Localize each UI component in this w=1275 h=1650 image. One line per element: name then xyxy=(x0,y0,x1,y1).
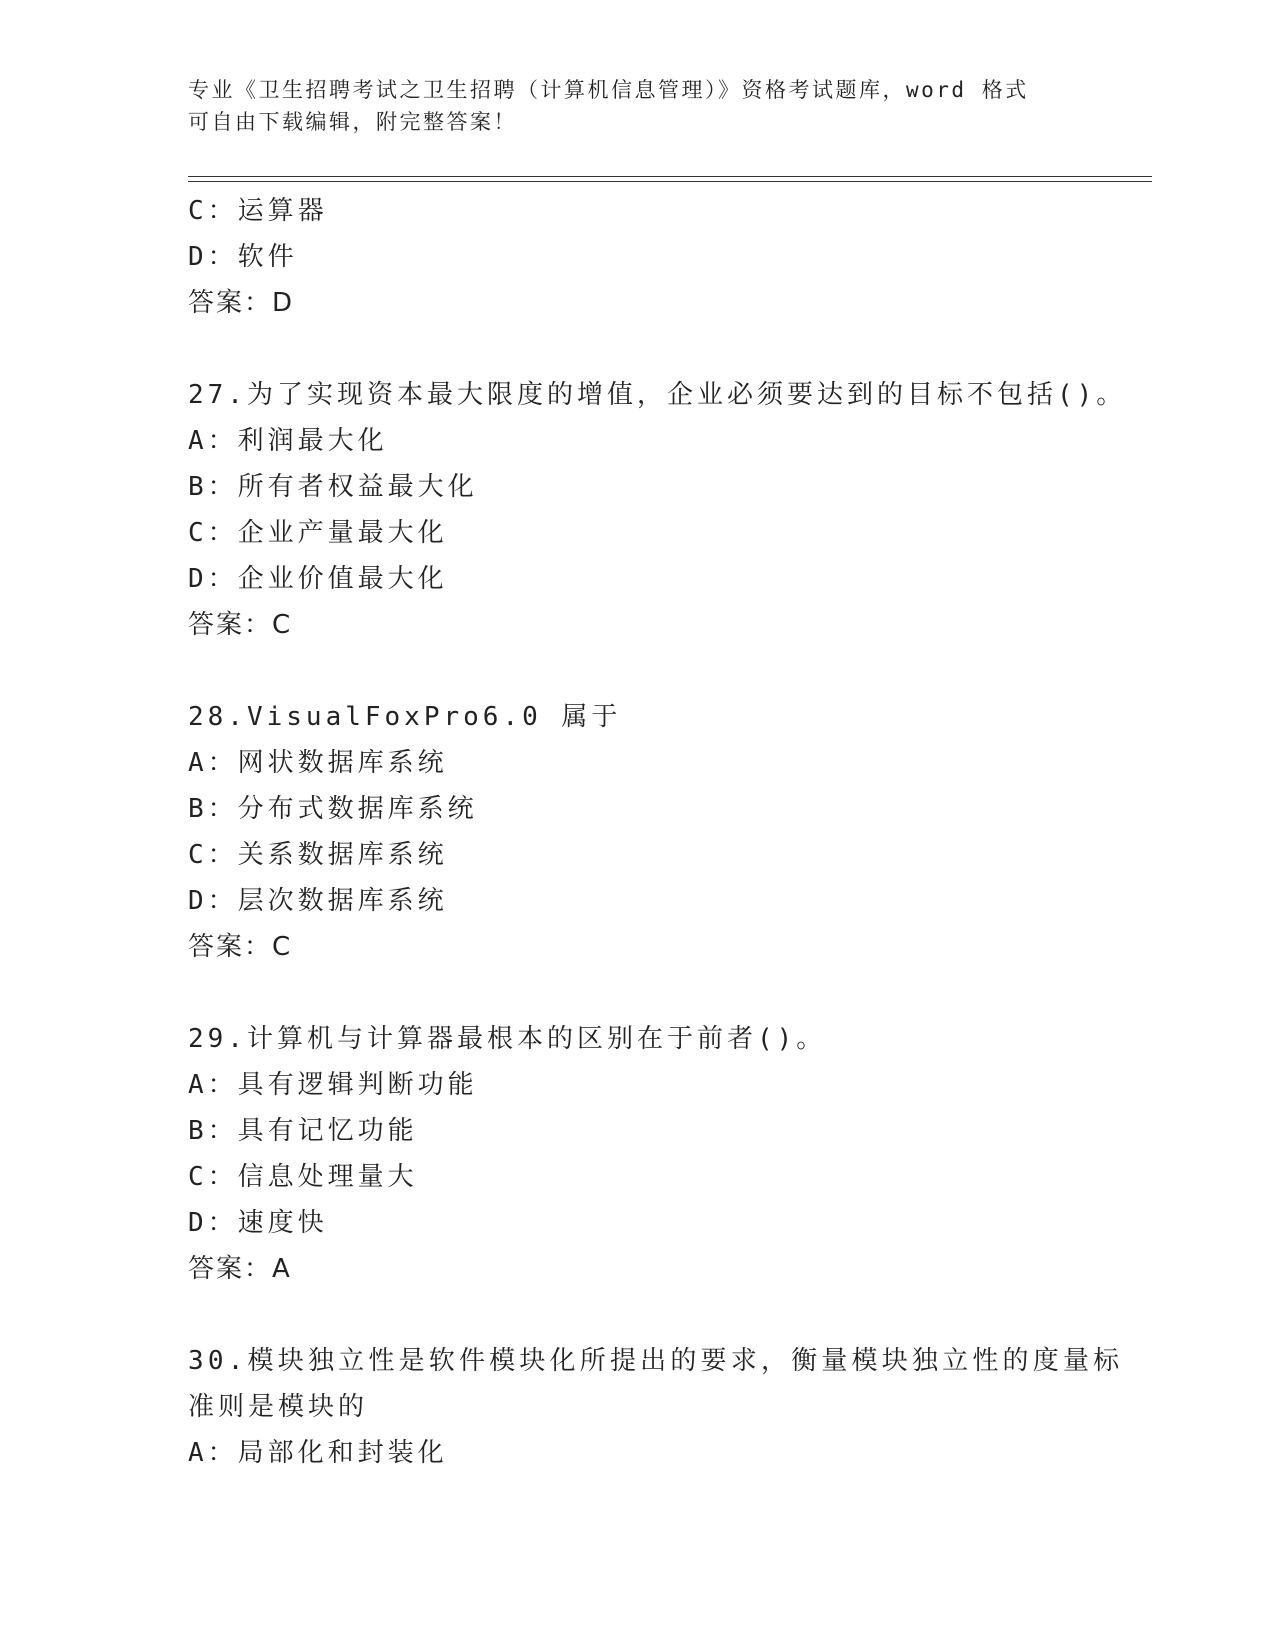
header-line-2: 可自由下载编辑，附完整答案！ xyxy=(188,110,517,134)
header-line-1: 专业《卫生招聘考试之卫生招聘（计算机信息管理）》资格考试题库，word 格式 xyxy=(188,78,1029,102)
option-a: A：利润最大化 xyxy=(188,426,388,456)
option-c: C：信息处理量大 xyxy=(188,1162,418,1192)
option-c: C：关系数据库系统 xyxy=(188,840,448,870)
option-c: C：运算器 xyxy=(188,196,328,226)
header-divider-bottom xyxy=(188,181,1152,182)
question-stem: 28.VisualFoxPro6.0 属于 xyxy=(188,702,622,732)
option-a: A：网状数据库系统 xyxy=(188,748,448,778)
question-stem-line-2: 准则是模块的 xyxy=(188,1392,369,1422)
question-stem: 29.计算机与计算器最根本的区别在于前者()。 xyxy=(188,1024,827,1054)
option-a: A：具有逻辑判断功能 xyxy=(188,1070,478,1100)
spacer xyxy=(188,970,1088,1016)
option-d: D：企业价值最大化 xyxy=(188,564,448,594)
option-b: B：所有者权益最大化 xyxy=(188,472,478,502)
question-stem: 27.为了实现资本最大限度的增值，企业必须要达到的目标不包括()。 xyxy=(188,380,1127,410)
spacer xyxy=(188,648,1088,694)
spacer xyxy=(188,326,1088,372)
question-29 xyxy=(188,1016,1088,1292)
option-d: D：速度快 xyxy=(188,1208,328,1238)
option-a: A：局部化和封装化 xyxy=(188,1438,448,1468)
question-27 xyxy=(188,372,1127,648)
question-28 xyxy=(188,694,1088,970)
answer: 答案：D xyxy=(188,288,295,318)
option-d: D：软件 xyxy=(188,242,298,272)
answer: 答案：A xyxy=(188,1254,292,1284)
question-stem-line-1: 30.模块独立性是软件模块化所提出的要求，衡量模块独立性的度量标 xyxy=(188,1346,1124,1376)
answer: 答案：C xyxy=(188,610,293,640)
question-30 xyxy=(188,1338,1124,1476)
spacer xyxy=(188,1292,1088,1338)
question-list xyxy=(188,188,1127,1476)
header-divider-top xyxy=(188,176,1152,177)
option-d: D：层次数据库系统 xyxy=(188,886,448,916)
option-b: B：具有记忆功能 xyxy=(188,1116,418,1146)
question-26-continued xyxy=(188,188,1088,326)
option-c: C：企业产量最大化 xyxy=(188,518,448,548)
document-header xyxy=(188,74,1068,138)
answer: 答案：C xyxy=(188,932,293,962)
option-b: B：分布式数据库系统 xyxy=(188,794,478,824)
